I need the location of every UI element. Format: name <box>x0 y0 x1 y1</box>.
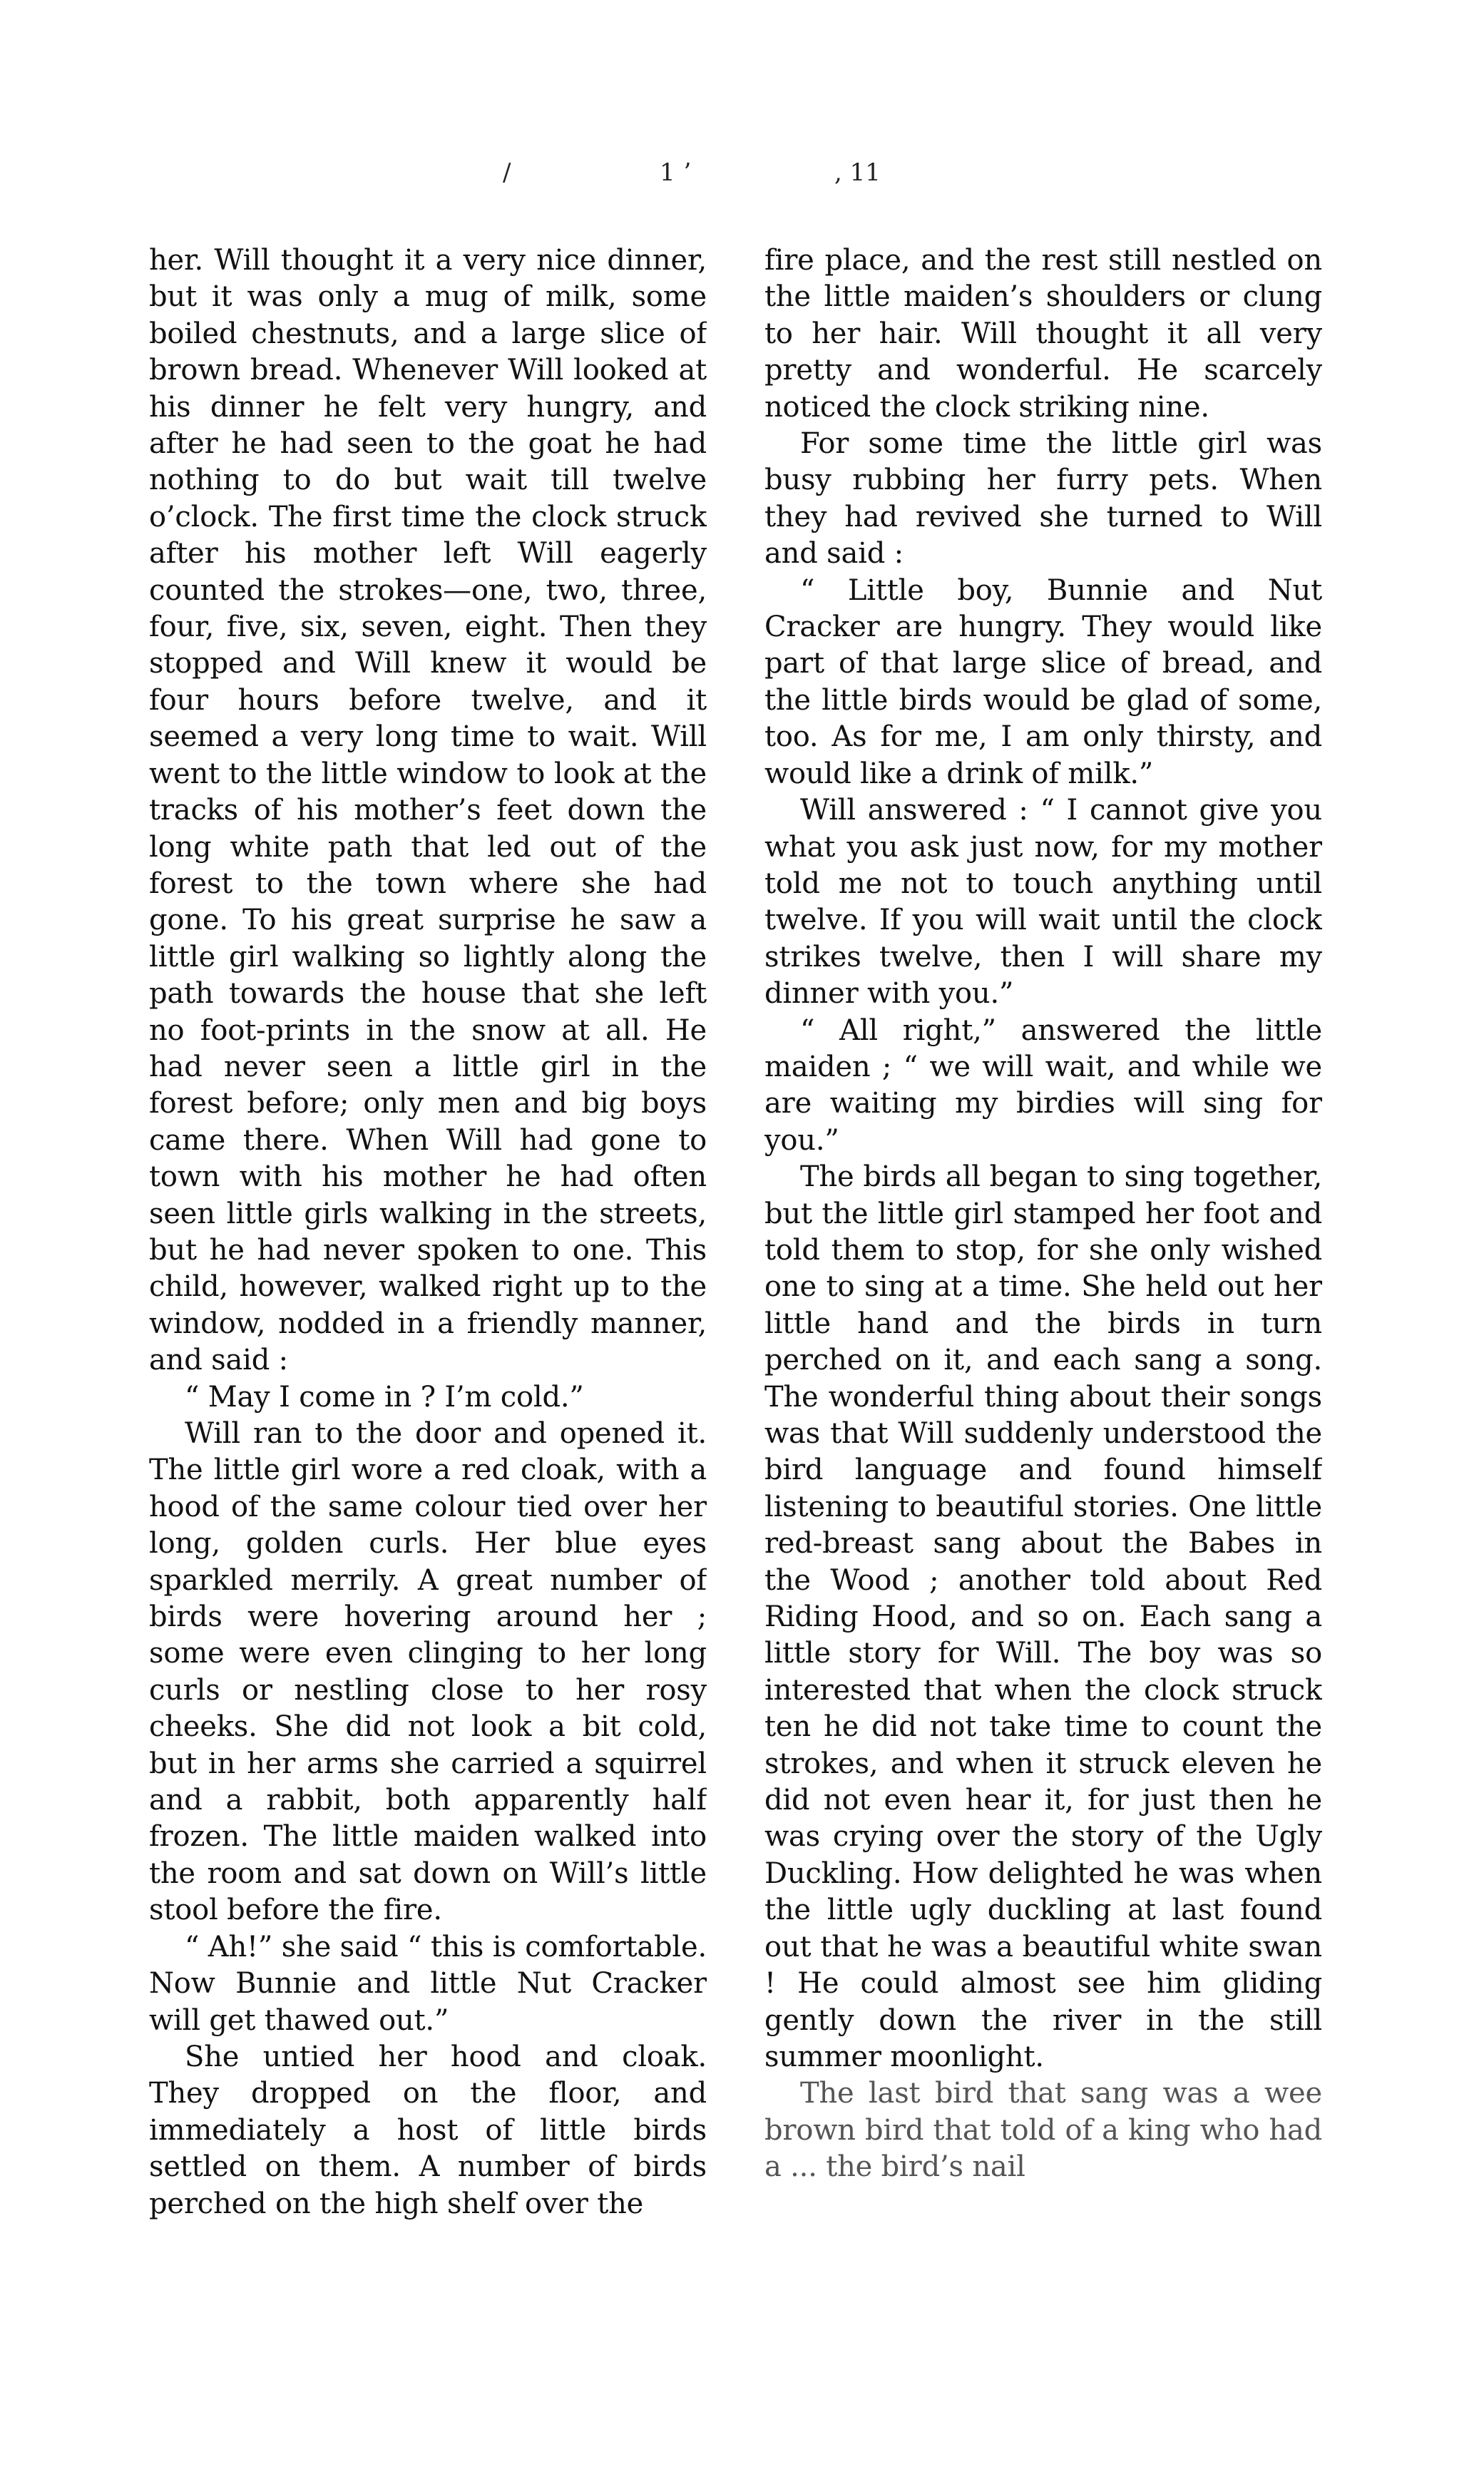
page-header <box>0 158 1484 187</box>
header-left-mark: / <box>503 158 511 187</box>
right-paragraph-7: The last bird that sang was a wee brown bird that told of a king who had a ... the bird’s nail <box>764 2077 1322 2184</box>
header-center-mark: 1 ʼ <box>660 158 691 187</box>
right-paragraph-1: fire place, and the rest still nestled on the little maiden’s shoulders or clung to her hair. Will thought it all very pretty and wonderful. He scarcely noticed the clock striking nine. <box>764 244 1322 424</box>
right-column <box>764 242 1322 2393</box>
right-paragraph-3: “ Little boy, Bunnie and Nut Cracker are hungry. They would like part of that large slice of bread, and the little birds would be glad of some, too. As for me, I am only thirsty, and would like a drink of milk.” <box>764 573 1322 790</box>
left-paragraph-1: her. Will thought it a very nice dinner, but it was only a mug of milk, some boiled chestnuts, and a large slice of brown bread. Whenever Will looked at his dinner he felt very hungry, and after he had seen to the goat he had nothing to do but wait till twelve o’clock. The first time the clock struck after his mother left Will eagerly counted the strokes—one, two, three, four, five, six, seven, eight. Then they stopped and Will knew it would be four hours before twelve, and it seemed a very long time to wait. Will went to the little window to look at the tracks of his mother’s feet down the long white path that led out of the forest to the town where she had gone. To his great surprise he saw a little girl walking so lightly along the path towards the house that she left no foot-prints in the snow at all. He had never seen a little girl in the forest before; only men and big boys came there. When Will had gone to town with his mother he had often seen little girls walking in the streets, but he had never spoken to one. This child, however, walked right up to the window, nodded in a friendly manner, and said : <box>149 244 707 1377</box>
left-paragraph-3: Will ran to the door and opened it. The little girl wore a red cloak, with a hood of the same colour tied over her long, golden curls. Her blue eyes sparkled merrily. A great number of birds were hovering around her ; some were even clinging to her long curls or nestling close to her rosy cheeks. She did not look a bit cold, but in her arms she carried a squirrel and a rabbit, both apparently half frozen. The little maiden walked into the room and sat down on Will’s little stool before the fire. <box>149 1417 707 1927</box>
left-paragraph-5: She untied her hood and cloak. They dropped on the floor, and immediately a host of little birds settled on them. A number of birds perched on the high shelf over the <box>149 2040 707 2220</box>
header-right-mark: , 11 <box>834 158 881 187</box>
right-paragraph-5: “ All right,” answered the little maiden ; “ we will wait, and while we are waiting my birdies will sing for you.” <box>764 1013 1322 1157</box>
left-paragraph-2: “ May I come in ? I’m cold.” <box>185 1380 584 1414</box>
right-paragraph-6: The birds all began to sing together, but the little girl stamped her foot and told them to stop, for she only wished one to sing at a time. She held out her little hand and the birds in turn perched on it, and each sang a song. The wonderful thing about their songs was that Will suddenly understood the bird language and found himself listening to beautiful stories. One little red-breast sang about the Babes in the Wood ; another told about Red Riding Hood, and so on. Each sang a little story for Will. The boy was so interested that when the clock struck ten he did not take time to count the strokes, and when it struck eleven he did not even hear it, for just then he was crying over the story of the Ugly Duckling. How delighted he was when the little ugly duckling at last found out that he was a beautiful white swan ! He could almost see him gliding gently down the river in the still summer moonlight. <box>764 1160 1322 2073</box>
right-paragraph-2: For some time the little girl was busy rubbing her furry pets. When they had revived she turned to Will and said : <box>764 427 1322 571</box>
right-paragraph-4: Will answered : “ I cannot give you what you ask just now, for my mother told me not to touch anything until twelve. If you will wait until the clock strikes twelve, then I will share my dinner with you.” <box>764 794 1322 1011</box>
left-paragraph-4: “ Ah!” she said “ this is comfortable. Now Bunnie and little Nut Cracker will get thawed out.” <box>149 1930 707 2037</box>
left-column <box>149 242 707 2393</box>
